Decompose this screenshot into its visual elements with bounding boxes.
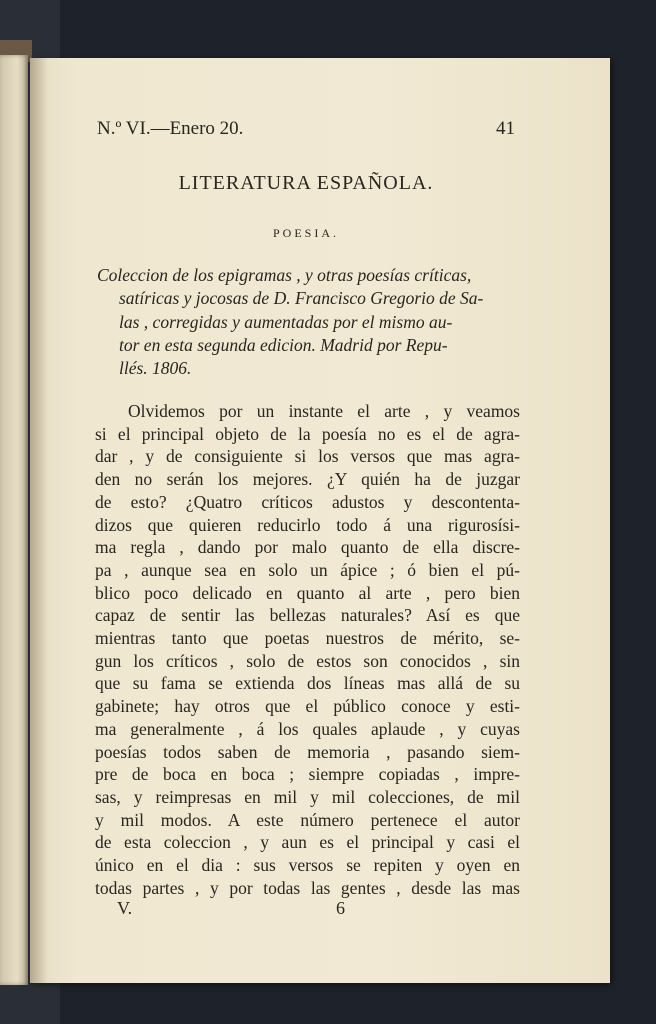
body-line: mientras tanto que poetas nuestros de mérito, se-	[95, 628, 520, 649]
body-paragraph	[95, 400, 520, 899]
citation-line: las , corregidas y aumentadas por el mismo au-	[119, 311, 453, 332]
body-line: blico poco delicado en quanto al arte , pero bien	[95, 582, 520, 603]
body-line: si el principal objeto de la poesía no es el de agra-	[95, 423, 520, 444]
body-line: de esto? ¿Quatro críticos adustos y descontenta-	[95, 491, 520, 512]
body-line: pre de boca en boca ; siempre copiadas , impre-	[95, 764, 520, 785]
body-line: gun los críticos , solo de estos son conocidos , sin	[95, 650, 520, 671]
body-line: capaz de sentir las bellezas naturales? Así es que	[95, 605, 520, 626]
body-line: dar , y de consiguiente si los versos que mas agra-	[95, 446, 520, 467]
body-line: y mil modos. A este número pertenece el autor	[95, 809, 520, 830]
body-line: único en el dia : sus versos se repiten y oyen en	[95, 855, 520, 876]
section-title: LITERATURA ESPAÑOLA.	[178, 172, 434, 194]
body-line: pa , aunque sea en solo un ápice ; ó bien el pú-	[95, 559, 520, 580]
signature-mark: V.	[117, 898, 133, 918]
citation-line: llés. 1806.	[119, 358, 192, 379]
body-line: ma generalmente , á los quales aplaude , y cuyas	[95, 718, 520, 739]
sheet-number: 6	[336, 898, 345, 918]
book-citation	[97, 264, 515, 380]
page-number: 41	[496, 118, 515, 139]
body-line: gabinete; hay otros que el público conoce y esti-	[95, 696, 520, 717]
subsection-title: POESIA.	[272, 226, 339, 240]
citation-line: Coleccion de los epigramas , y otras poesías críticas,	[97, 265, 472, 285]
body-line: sas, y reimpresas en mil y mil colecciones, de mil	[95, 786, 520, 807]
body-line: todas partes , y por todas las gentes , desde las mas	[95, 877, 520, 898]
body-line: que su fama se extienda dos líneas mas allá de su	[95, 673, 520, 694]
body-line: dizos que quieren reducirlo todo á una rigurosísi-	[95, 514, 520, 535]
citation-line: tor en esta segunda edicion. Madrid por Repu-	[119, 334, 448, 355]
body-line: de esta coleccion , y aun es el principal y casi el	[95, 832, 520, 853]
body-line: poesías todos saben de memoria , pasando siem-	[95, 741, 520, 762]
issue-date-header: N.º VI.—Enero 20.	[97, 118, 244, 139]
citation-line: satíricas y jocosas de D. Francisco Gregorio de Sa-	[119, 288, 484, 309]
previous-page-edge	[0, 55, 28, 985]
gutter-shadow	[30, 58, 48, 983]
body-line: ma regla , dando por malo quanto de ella discre-	[95, 537, 520, 558]
body-line: den no serán los mejores. ¿Y quién ha de juzgar	[95, 469, 520, 490]
body-line: Olvidemos por un instante el arte , y veamos	[128, 401, 520, 421]
running-head	[97, 118, 515, 144]
